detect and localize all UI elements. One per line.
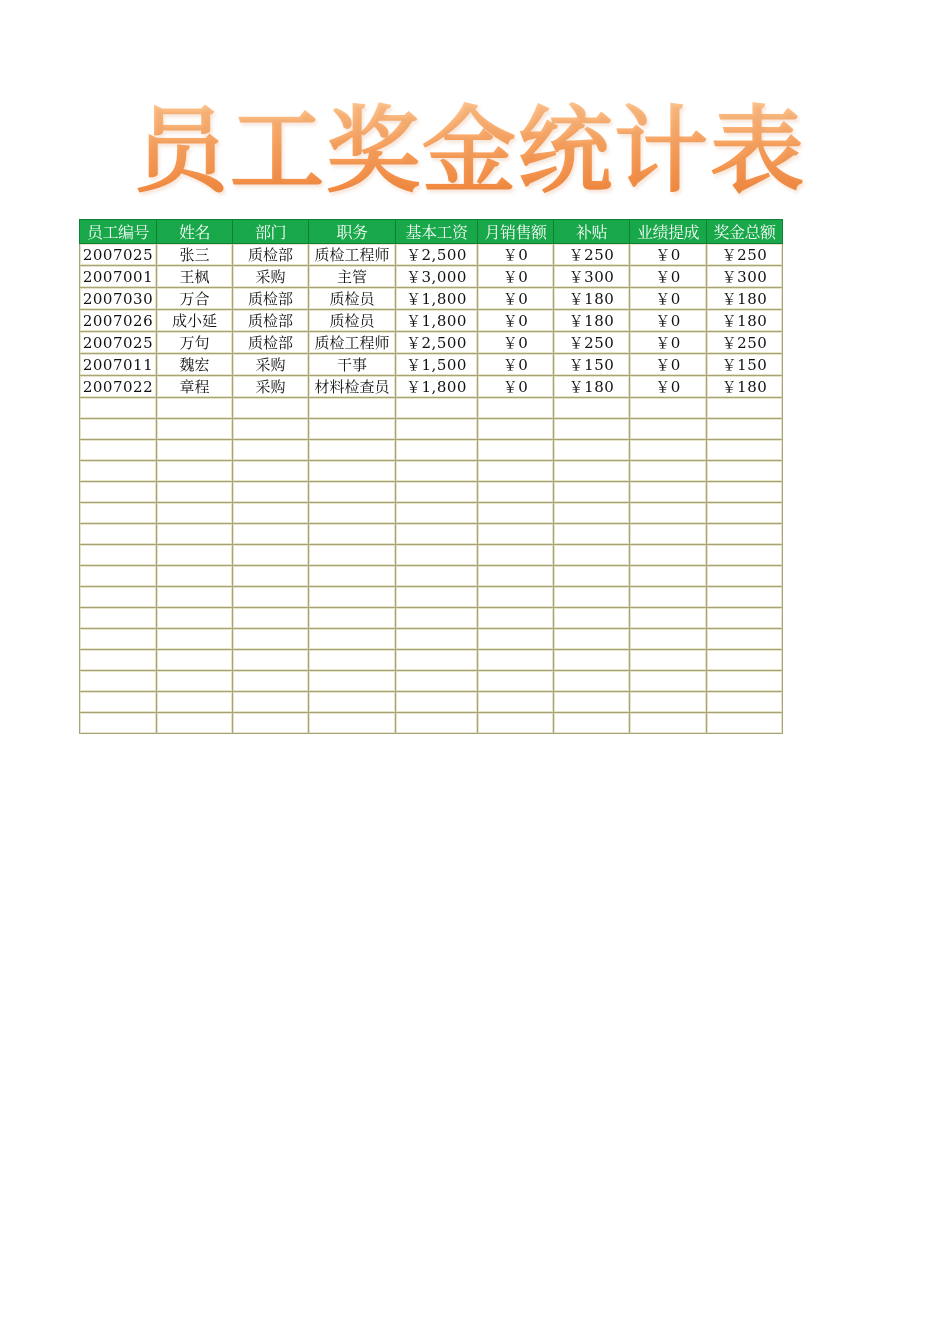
empty-cell[interactable] xyxy=(396,629,478,650)
empty-cell[interactable] xyxy=(396,440,478,461)
empty-cell[interactable] xyxy=(233,713,309,734)
empty-cell[interactable] xyxy=(233,650,309,671)
empty-cell[interactable] xyxy=(396,398,478,419)
name-cell[interactable]: 章程 xyxy=(157,376,233,398)
table-row xyxy=(80,288,783,310)
header-bonus-total[interactable]: 奖金总额 xyxy=(707,220,783,244)
empty-cell[interactable] xyxy=(396,608,478,629)
empty-row xyxy=(80,692,783,713)
empty-cell[interactable] xyxy=(157,461,233,482)
empty-cell[interactable] xyxy=(157,713,233,734)
base-salary-cell[interactable]: ￥2,500 xyxy=(396,244,478,266)
empty-cell[interactable] xyxy=(478,671,554,692)
empty-cell[interactable] xyxy=(554,713,630,734)
empty-cell[interactable] xyxy=(707,545,783,566)
empty-cell[interactable] xyxy=(554,545,630,566)
department-cell[interactable]: 采购 xyxy=(233,354,309,376)
empty-cell[interactable] xyxy=(233,671,309,692)
employee-id-cell[interactable]: 2007026 xyxy=(80,310,157,332)
empty-cell[interactable] xyxy=(233,587,309,608)
empty-cell[interactable] xyxy=(396,566,478,587)
name-cell[interactable]: 王枫 xyxy=(157,266,233,288)
allowance-cell[interactable]: ￥250 xyxy=(554,332,630,354)
empty-cell[interactable] xyxy=(157,671,233,692)
empty-cell[interactable] xyxy=(80,482,157,503)
allowance-cell[interactable]: ￥250 xyxy=(554,244,630,266)
empty-cell[interactable] xyxy=(233,482,309,503)
empty-cell[interactable] xyxy=(707,692,783,713)
position-cell[interactable]: 质检工程师 xyxy=(309,332,396,354)
empty-cell[interactable] xyxy=(80,566,157,587)
empty-cell[interactable] xyxy=(80,650,157,671)
bonus-total-cell[interactable]: ￥150 xyxy=(707,354,783,376)
name-cell[interactable]: 魏宏 xyxy=(157,354,233,376)
empty-row xyxy=(80,545,783,566)
empty-cell[interactable] xyxy=(554,608,630,629)
empty-cell[interactable] xyxy=(157,545,233,566)
bonus-total-cell[interactable]: ￥180 xyxy=(707,376,783,398)
empty-cell[interactable] xyxy=(630,503,707,524)
empty-cell[interactable] xyxy=(707,398,783,419)
table-row xyxy=(80,354,783,376)
empty-cell[interactable] xyxy=(396,587,478,608)
allowance-cell[interactable]: ￥180 xyxy=(554,310,630,332)
empty-cell[interactable] xyxy=(157,650,233,671)
empty-cell[interactable] xyxy=(233,629,309,650)
empty-cell[interactable] xyxy=(157,587,233,608)
empty-cell[interactable] xyxy=(707,671,783,692)
empty-row xyxy=(80,461,783,482)
empty-row xyxy=(80,650,783,671)
empty-cell[interactable] xyxy=(478,629,554,650)
empty-cell[interactable] xyxy=(478,461,554,482)
empty-cell[interactable] xyxy=(478,524,554,545)
empty-cell[interactable] xyxy=(157,524,233,545)
sheet-title: 员工奖金统计表 xyxy=(80,84,860,220)
base-salary-cell[interactable]: ￥1,800 xyxy=(396,288,478,310)
name-cell[interactable]: 成小延 xyxy=(157,310,233,332)
department-cell[interactable]: 质检部 xyxy=(233,332,309,354)
monthly-sales-cell[interactable]: ￥0 xyxy=(478,376,554,398)
monthly-sales-cell[interactable]: ￥0 xyxy=(478,332,554,354)
empty-cell[interactable] xyxy=(554,671,630,692)
empty-cell[interactable] xyxy=(478,650,554,671)
empty-row xyxy=(80,419,783,440)
empty-cell[interactable] xyxy=(707,461,783,482)
empty-cell[interactable] xyxy=(309,587,396,608)
empty-cell[interactable] xyxy=(707,440,783,461)
commission-cell[interactable]: ￥0 xyxy=(630,332,707,354)
empty-cell[interactable] xyxy=(233,566,309,587)
empty-cell[interactable] xyxy=(396,671,478,692)
empty-cell[interactable] xyxy=(80,461,157,482)
empty-cell[interactable] xyxy=(630,692,707,713)
empty-cell[interactable] xyxy=(157,608,233,629)
header-commission[interactable]: 业绩提成 xyxy=(630,220,707,244)
empty-cell[interactable] xyxy=(707,482,783,503)
empty-cell[interactable] xyxy=(478,503,554,524)
position-cell[interactable]: 质检员 xyxy=(309,288,396,310)
empty-cell[interactable] xyxy=(478,587,554,608)
base-salary-cell[interactable]: ￥1,500 xyxy=(396,354,478,376)
empty-row xyxy=(80,608,783,629)
empty-cell[interactable] xyxy=(554,482,630,503)
empty-cell[interactable] xyxy=(396,545,478,566)
empty-cell[interactable] xyxy=(707,629,783,650)
base-salary-cell[interactable]: ￥3,000 xyxy=(396,266,478,288)
empty-cell[interactable] xyxy=(707,524,783,545)
allowance-cell[interactable]: ￥300 xyxy=(554,266,630,288)
empty-cell[interactable] xyxy=(309,566,396,587)
bonus-total-cell[interactable]: ￥250 xyxy=(707,332,783,354)
empty-cell[interactable] xyxy=(80,524,157,545)
empty-cell[interactable] xyxy=(157,482,233,503)
empty-row xyxy=(80,440,783,461)
empty-cell[interactable] xyxy=(309,440,396,461)
department-cell[interactable]: 质检部 xyxy=(233,288,309,310)
employee-id-cell[interactable]: 2007022 xyxy=(80,376,157,398)
header-allowance[interactable]: 补贴 xyxy=(554,220,630,244)
empty-cell[interactable] xyxy=(554,587,630,608)
table-body xyxy=(80,244,783,734)
empty-cell[interactable] xyxy=(478,440,554,461)
empty-cell[interactable] xyxy=(396,524,478,545)
table-row xyxy=(80,266,783,288)
header-department[interactable]: 部门 xyxy=(233,220,309,244)
header-name[interactable]: 姓名 xyxy=(157,220,233,244)
empty-cell[interactable] xyxy=(396,713,478,734)
empty-cell[interactable] xyxy=(554,566,630,587)
empty-cell[interactable] xyxy=(630,566,707,587)
commission-cell[interactable]: ￥0 xyxy=(630,288,707,310)
empty-cell[interactable] xyxy=(707,650,783,671)
header-position[interactable]: 职务 xyxy=(309,220,396,244)
empty-cell[interactable] xyxy=(554,692,630,713)
empty-cell[interactable] xyxy=(554,419,630,440)
empty-row xyxy=(80,398,783,419)
table-row xyxy=(80,310,783,332)
empty-cell[interactable] xyxy=(478,398,554,419)
empty-cell[interactable] xyxy=(309,461,396,482)
empty-cell[interactable] xyxy=(478,692,554,713)
commission-cell[interactable]: ￥0 xyxy=(630,244,707,266)
empty-cell[interactable] xyxy=(554,461,630,482)
empty-cell[interactable] xyxy=(630,713,707,734)
name-cell[interactable]: 万合 xyxy=(157,288,233,310)
empty-cell[interactable] xyxy=(309,608,396,629)
empty-cell[interactable] xyxy=(478,482,554,503)
bonus-total-cell[interactable]: ￥180 xyxy=(707,288,783,310)
monthly-sales-cell[interactable]: ￥0 xyxy=(478,310,554,332)
header-base-salary[interactable]: 基本工资 xyxy=(396,220,478,244)
commission-cell[interactable]: ￥0 xyxy=(630,376,707,398)
empty-cell[interactable] xyxy=(554,398,630,419)
allowance-cell[interactable]: ￥180 xyxy=(554,288,630,310)
bonus-total-cell[interactable]: ￥250 xyxy=(707,244,783,266)
employee-id-cell[interactable]: 2007011 xyxy=(80,354,157,376)
empty-cell[interactable] xyxy=(478,566,554,587)
monthly-sales-cell[interactable]: ￥0 xyxy=(478,266,554,288)
empty-cell[interactable] xyxy=(396,461,478,482)
table-row xyxy=(80,244,783,266)
employee-id-cell[interactable]: 2007025 xyxy=(80,332,157,354)
empty-cell[interactable] xyxy=(309,419,396,440)
empty-cell[interactable] xyxy=(233,461,309,482)
header-monthly-sales[interactable]: 月销售额 xyxy=(478,220,554,244)
empty-cell[interactable] xyxy=(80,713,157,734)
empty-cell[interactable] xyxy=(233,524,309,545)
empty-row xyxy=(80,503,783,524)
empty-cell[interactable] xyxy=(478,713,554,734)
base-salary-cell[interactable]: ￥2,500 xyxy=(396,332,478,354)
header-employee-id[interactable]: 员工编号 xyxy=(80,220,157,244)
empty-row xyxy=(80,629,783,650)
commission-cell[interactable]: ￥0 xyxy=(630,266,707,288)
empty-cell[interactable] xyxy=(233,608,309,629)
empty-cell[interactable] xyxy=(309,524,396,545)
empty-cell[interactable] xyxy=(80,692,157,713)
empty-cell[interactable] xyxy=(554,629,630,650)
table-row xyxy=(80,376,783,398)
bonus-table xyxy=(79,219,783,734)
position-cell[interactable]: 质检员 xyxy=(309,310,396,332)
empty-cell[interactable] xyxy=(478,608,554,629)
empty-row xyxy=(80,524,783,545)
empty-cell[interactable] xyxy=(157,419,233,440)
allowance-cell[interactable]: ￥150 xyxy=(554,354,630,376)
empty-cell[interactable] xyxy=(309,482,396,503)
empty-cell[interactable] xyxy=(630,650,707,671)
empty-cell[interactable] xyxy=(80,671,157,692)
empty-cell[interactable] xyxy=(233,503,309,524)
department-cell[interactable]: 质检部 xyxy=(233,310,309,332)
empty-cell[interactable] xyxy=(707,713,783,734)
employee-id-cell[interactable]: 2007030 xyxy=(80,288,157,310)
empty-cell[interactable] xyxy=(630,671,707,692)
empty-cell[interactable] xyxy=(157,503,233,524)
department-cell[interactable]: 质检部 xyxy=(233,244,309,266)
empty-row xyxy=(80,482,783,503)
empty-cell[interactable] xyxy=(396,503,478,524)
allowance-cell[interactable]: ￥180 xyxy=(554,376,630,398)
empty-cell[interactable] xyxy=(233,440,309,461)
empty-cell[interactable] xyxy=(309,692,396,713)
bonus-total-cell[interactable]: ￥180 xyxy=(707,310,783,332)
department-cell[interactable]: 采购 xyxy=(233,376,309,398)
empty-cell[interactable] xyxy=(80,545,157,566)
empty-cell[interactable] xyxy=(554,440,630,461)
department-cell[interactable]: 采购 xyxy=(233,266,309,288)
position-cell[interactable]: 材料检查员 xyxy=(309,376,396,398)
empty-cell[interactable] xyxy=(630,524,707,545)
monthly-sales-cell[interactable]: ￥0 xyxy=(478,288,554,310)
empty-cell[interactable] xyxy=(157,398,233,419)
bonus-total-cell[interactable]: ￥300 xyxy=(707,266,783,288)
empty-cell[interactable] xyxy=(630,461,707,482)
empty-row xyxy=(80,671,783,692)
employee-id-cell[interactable]: 2007001 xyxy=(80,266,157,288)
empty-cell[interactable] xyxy=(396,419,478,440)
base-salary-cell[interactable]: ￥1,800 xyxy=(396,376,478,398)
empty-cell[interactable] xyxy=(554,503,630,524)
empty-row xyxy=(80,587,783,608)
empty-cell[interactable] xyxy=(707,608,783,629)
empty-cell[interactable] xyxy=(233,692,309,713)
empty-cell[interactable] xyxy=(233,419,309,440)
empty-cell[interactable] xyxy=(309,650,396,671)
commission-cell[interactable]: ￥0 xyxy=(630,354,707,376)
empty-cell[interactable] xyxy=(309,671,396,692)
empty-cell[interactable] xyxy=(80,503,157,524)
empty-cell[interactable] xyxy=(157,692,233,713)
empty-row xyxy=(80,713,783,734)
empty-cell[interactable] xyxy=(707,566,783,587)
empty-cell[interactable] xyxy=(630,629,707,650)
empty-cell[interactable] xyxy=(309,713,396,734)
empty-cell[interactable] xyxy=(630,482,707,503)
empty-cell[interactable] xyxy=(478,545,554,566)
base-salary-cell[interactable]: ￥1,800 xyxy=(396,310,478,332)
empty-cell[interactable] xyxy=(630,398,707,419)
header-row xyxy=(80,220,783,244)
empty-cell[interactable] xyxy=(80,398,157,419)
empty-cell[interactable] xyxy=(396,692,478,713)
table-row xyxy=(80,332,783,354)
empty-cell[interactable] xyxy=(707,503,783,524)
empty-cell[interactable] xyxy=(157,440,233,461)
name-cell[interactable]: 张三 xyxy=(157,244,233,266)
empty-cell[interactable] xyxy=(157,566,233,587)
empty-cell[interactable] xyxy=(630,440,707,461)
empty-cell[interactable] xyxy=(233,398,309,419)
empty-cell[interactable] xyxy=(630,608,707,629)
empty-cell[interactable] xyxy=(554,524,630,545)
empty-cell[interactable] xyxy=(80,419,157,440)
commission-cell[interactable]: ￥0 xyxy=(630,310,707,332)
empty-cell[interactable] xyxy=(707,419,783,440)
empty-cell[interactable] xyxy=(630,419,707,440)
empty-cell[interactable] xyxy=(630,545,707,566)
empty-cell[interactable] xyxy=(554,650,630,671)
empty-cell[interactable] xyxy=(396,482,478,503)
monthly-sales-cell[interactable]: ￥0 xyxy=(478,244,554,266)
empty-cell[interactable] xyxy=(157,629,233,650)
empty-cell[interactable] xyxy=(309,629,396,650)
empty-cell[interactable] xyxy=(80,629,157,650)
empty-cell[interactable] xyxy=(309,545,396,566)
empty-cell[interactable] xyxy=(309,398,396,419)
empty-cell[interactable] xyxy=(309,503,396,524)
empty-cell[interactable] xyxy=(80,608,157,629)
empty-cell[interactable] xyxy=(233,545,309,566)
empty-cell[interactable] xyxy=(396,650,478,671)
name-cell[interactable]: 万句 xyxy=(157,332,233,354)
empty-cell[interactable] xyxy=(80,440,157,461)
empty-cell[interactable] xyxy=(478,419,554,440)
position-cell[interactable]: 干事 xyxy=(309,354,396,376)
position-cell[interactable]: 质检工程师 xyxy=(309,244,396,266)
empty-row xyxy=(80,566,783,587)
employee-id-cell[interactable]: 2007025 xyxy=(80,244,157,266)
empty-cell[interactable] xyxy=(707,587,783,608)
monthly-sales-cell[interactable]: ￥0 xyxy=(478,354,554,376)
position-cell[interactable]: 主管 xyxy=(309,266,396,288)
empty-cell[interactable] xyxy=(80,587,157,608)
empty-cell[interactable] xyxy=(630,587,707,608)
